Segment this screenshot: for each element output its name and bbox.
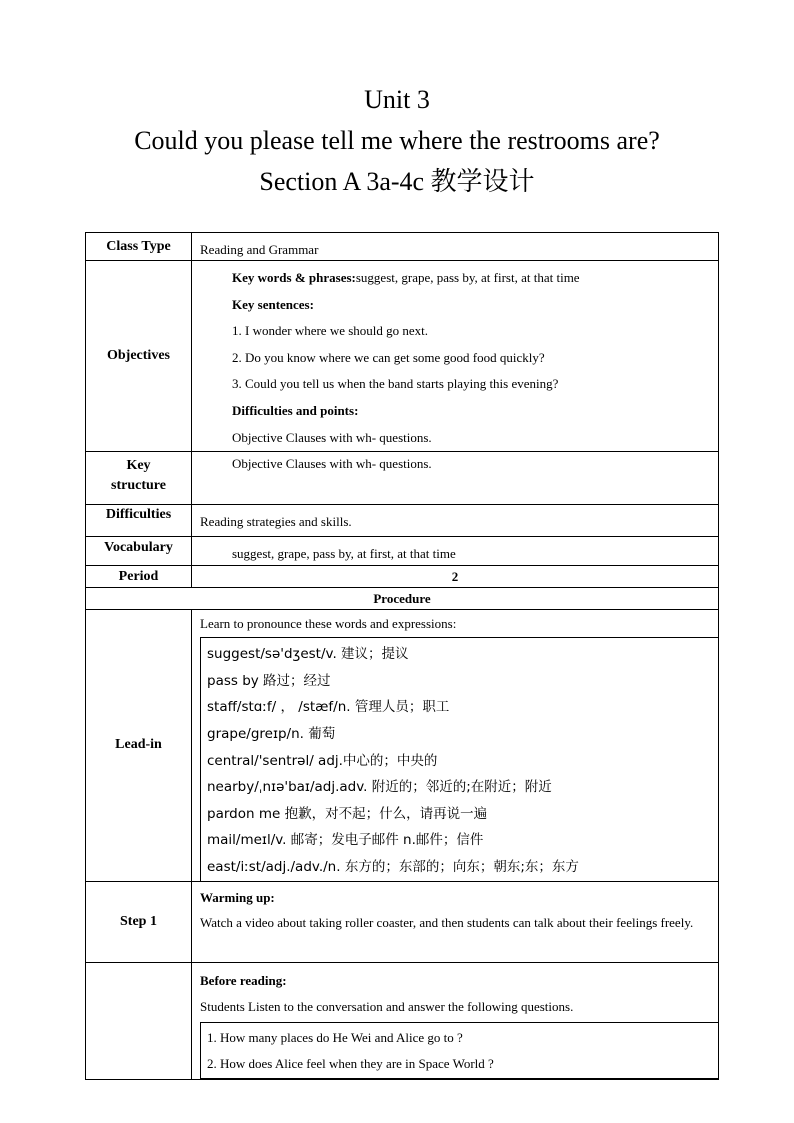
unit-title: Unit 3	[364, 85, 430, 114]
key-sentence: 1. I wonder where we should go next.	[232, 323, 429, 339]
key-sentence: 2. Do you know where we can get some good food quickly?	[232, 349, 545, 365]
before-reading-intro: Students Listen to the conversation and answer the following questions.	[200, 998, 574, 1014]
questions-box	[200, 1022, 719, 1079]
row-objectives	[86, 261, 719, 452]
period-value: 2	[192, 566, 719, 588]
row-difficulties	[86, 505, 719, 537]
row-procedure	[86, 588, 719, 610]
row-class-type	[86, 233, 719, 261]
vocab-item: pardon me 抱歉，对不起；什么，请再说一遍	[207, 805, 488, 822]
warming-up-text: Watch a video about taking roller coaster, and then students can talk about their feelings freely.	[200, 914, 694, 930]
vocab-item: grape/greɪp/n. 葡萄	[207, 725, 336, 742]
difficulties-label: Difficulties	[86, 505, 192, 537]
difficulties-points: Objective Clauses with wh- questions.	[232, 429, 432, 445]
before-reading-title: Before reading:	[200, 972, 287, 988]
vocab-item: central/'sentrəl/ adj.中心的；中央的	[207, 752, 438, 769]
lesson-plan-table	[85, 232, 719, 1080]
class-type-value: Reading and Grammar	[192, 233, 719, 261]
key-sentence: 3. Could you tell us when the band starts playing this evening?	[232, 376, 559, 392]
question-item: 2. How does Alice feel when they are in Space World ?	[207, 1056, 494, 1072]
row-step-1	[86, 881, 719, 962]
step-1-content	[192, 881, 719, 962]
vocabulary-label: Vocabulary	[86, 537, 192, 566]
vocab-item: east/iːst/adj./adv./n. 东方的；东部的；向东；朝东;东；东方	[207, 858, 579, 875]
row-vocabulary	[86, 537, 719, 566]
question-item: 1. How many places do He Wei and Alice go to ?	[207, 1029, 463, 1045]
key-words-label: Key words & phrases:	[232, 270, 356, 285]
row-period	[86, 566, 719, 588]
procedure-heading: Procedure	[86, 588, 719, 610]
lead-in-content	[192, 610, 719, 881]
step-1-label: Step 1	[86, 881, 192, 962]
vocab-item: staff/stɑːf/ ， /stæf/n. 管理人员；职工	[207, 699, 450, 716]
vocab-item: mail/meɪl/v. 邮寄；发电子邮件 n.邮件；信件	[207, 832, 484, 849]
warming-up-title: Warming up:	[200, 889, 275, 905]
key-words: suggest, grape, pass by, at first, at that time	[355, 270, 580, 285]
row-lead-in	[86, 610, 719, 881]
vocab-item: pass by 路过；经过	[207, 672, 331, 689]
difficulties-value: Reading strategies and skills.	[192, 505, 719, 537]
section-title: Section A 3a-4c 教学设计	[259, 167, 535, 196]
key-structure-value: Objective Clauses with wh- questions.	[192, 452, 719, 505]
objectives-label: Objectives	[86, 261, 192, 452]
lesson-title: Could you please tell me where the restrooms are?	[134, 126, 660, 155]
key-sentences-label: Key sentences:	[232, 296, 314, 312]
vocabulary-box	[200, 637, 719, 880]
row-before-reading	[86, 962, 719, 1079]
vocab-item: nearby/ˌnɪə'baɪ/adj.adv. 附近的；邻近的;在附近；附近	[207, 779, 552, 796]
class-type-label: Class Type	[86, 233, 192, 261]
before-reading-label	[86, 962, 192, 1079]
key-structure-label: Key structure	[86, 452, 192, 505]
objectives-content	[192, 261, 719, 452]
before-reading-content	[192, 962, 719, 1079]
vocab-item: suggest/sə'dʒest/v. 建议；提议	[207, 646, 409, 663]
row-key-structure	[86, 452, 719, 505]
period-label: Period	[86, 566, 192, 588]
lead-in-label: Lead-in	[86, 610, 192, 881]
lead-in-intro: Learn to pronounce these words and expressions:	[200, 616, 457, 632]
difficulties-points-label: Difficulties and points:	[232, 402, 359, 418]
vocabulary-value: suggest, grape, pass by, at first, at that time	[192, 537, 719, 566]
